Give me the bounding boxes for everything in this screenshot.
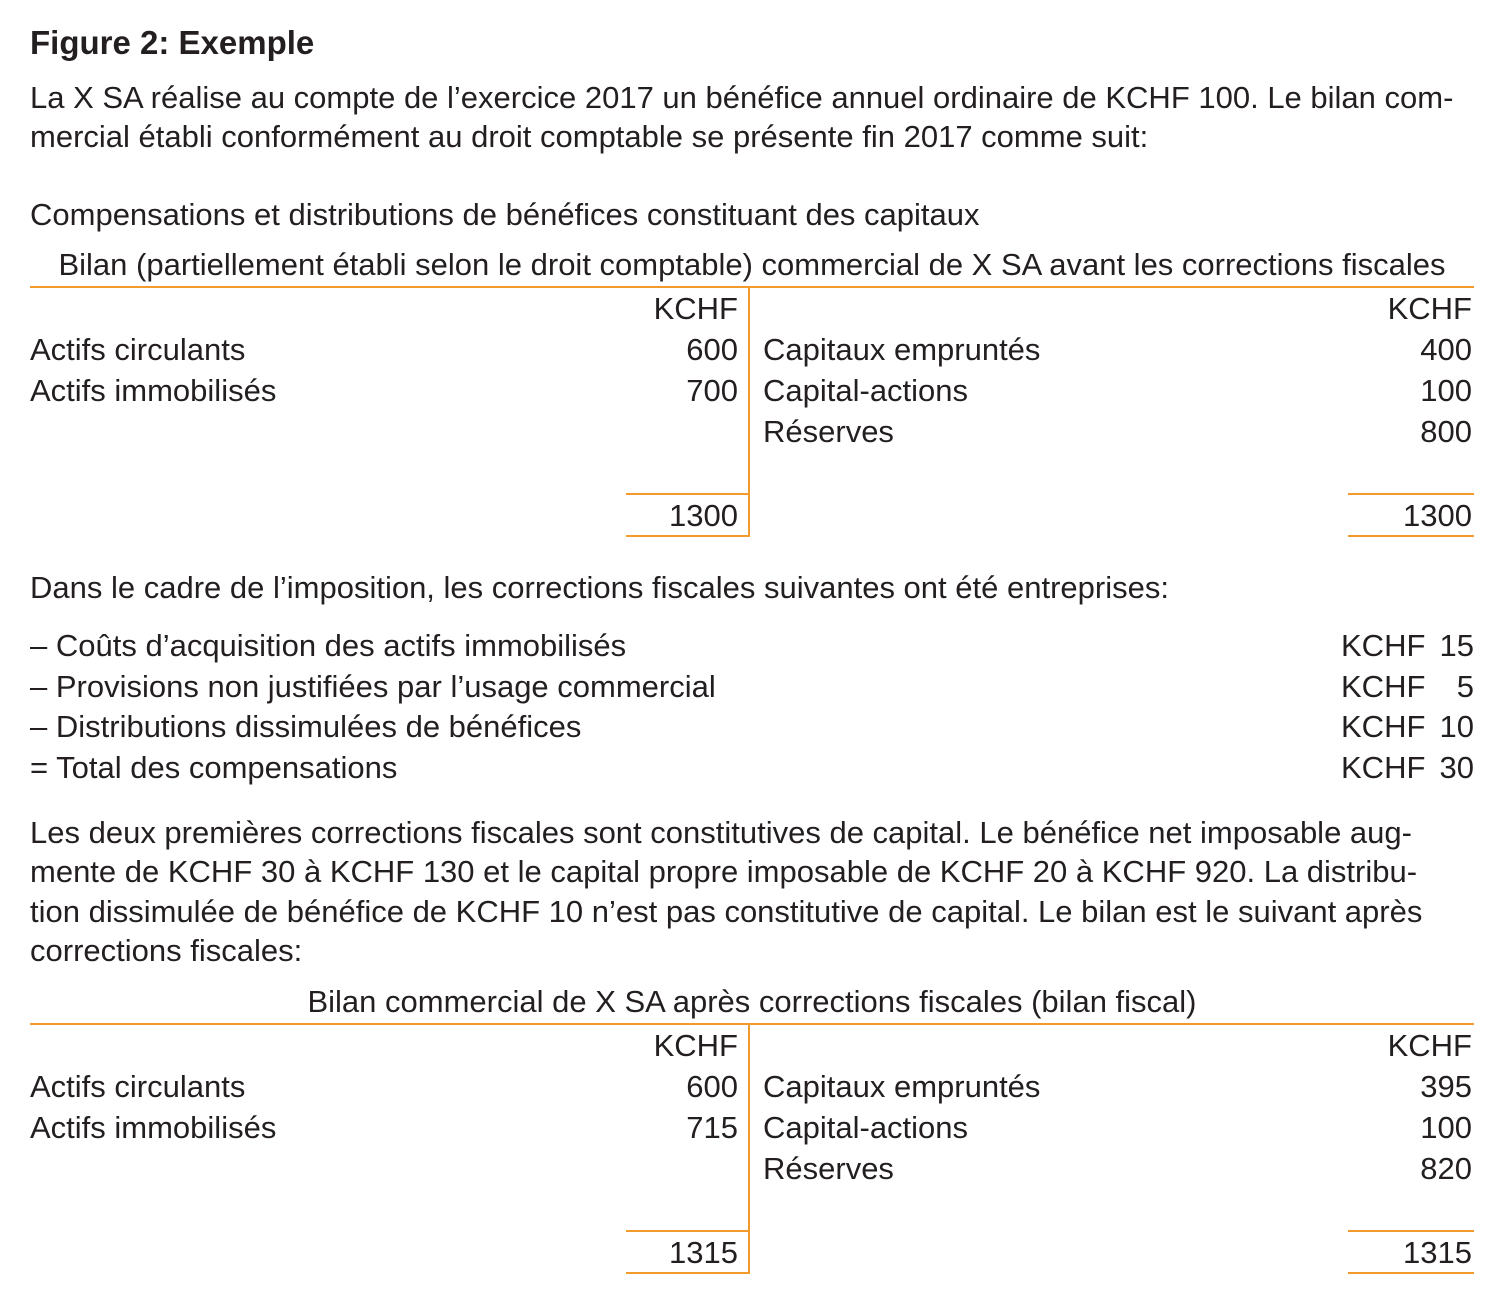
balance1-asset-label: Actifs circulants	[30, 332, 246, 367]
correction-total-unit: KCHF	[1341, 750, 1426, 785]
correction-unit: KCHF	[1341, 669, 1426, 704]
balance1-asset-value: 600	[686, 332, 738, 367]
balance2-total-left: 1315	[669, 1235, 738, 1270]
explanation-line-1: Les deux premières corrections fiscales sont constitutives de capital. Le bénéfice net imposable aug-	[30, 815, 1412, 850]
correction-total-value: 30	[1439, 750, 1474, 785]
explanation-line-3: tion dissimulée de bénéfice de KCHF 10 n’est pas constitutive de capital. Le bilan est le suivant après	[30, 894, 1423, 929]
balance1-caption: Bilan (partiellement établi selon le droit comptable) commercial de X SA avant les corrections fiscales	[58, 247, 1446, 282]
balance2-caption: Bilan commercial de X SA après corrections fiscales (bilan fiscal)	[307, 984, 1197, 1019]
balance2-total-rule-left	[626, 1230, 750, 1232]
balance1-liability-label: Capital-actions	[763, 373, 969, 408]
correction-value: 15	[1439, 628, 1474, 663]
balance1-total-rule-right	[1348, 493, 1474, 495]
balance1-asset-value: 700	[686, 373, 738, 408]
figure-title: Figure 2: Exemple	[30, 24, 315, 61]
balance2-liability-label: Capital-actions	[763, 1110, 969, 1145]
balance1-liability-value: 400	[1420, 332, 1472, 367]
balance2-liability-label: Capitaux empruntés	[763, 1069, 1041, 1104]
section-heading: Compensations et distributions de bénéfices constituant des capitaux	[30, 197, 980, 232]
balance2-asset-value: 600	[686, 1069, 738, 1104]
balance1-bottom-rule-left	[626, 535, 750, 537]
balance1-unit-left: KCHF	[653, 291, 738, 326]
balance2-unit-left: KCHF	[653, 1028, 738, 1063]
balance1-bottom-rule-right	[1348, 535, 1474, 537]
balance2-asset-label: Actifs immobilisés	[30, 1110, 277, 1145]
balance2-divider	[748, 1023, 750, 1274]
intro-line-2: mercial établi conformément au droit comptable se présente fin 2017 comme suit:	[30, 119, 1149, 154]
correction-value: 10	[1439, 709, 1474, 744]
correction-label: – Provisions non justifiées par l’usage commercial	[30, 669, 716, 704]
balance2-liability-value: 820	[1420, 1151, 1472, 1186]
balance1-asset-label: Actifs immobilisés	[30, 373, 277, 408]
balance2-asset-value: 715	[686, 1110, 738, 1145]
explanation-line-4: corrections fiscales:	[30, 933, 303, 968]
balance2-liability-value: 100	[1420, 1110, 1472, 1145]
balance2-top-rule	[30, 1023, 1474, 1025]
balance1-total-rule-left	[626, 493, 750, 495]
correction-total-label: = Total des compensations	[30, 750, 398, 785]
balance1-total-right: 1300	[1403, 498, 1472, 533]
intro-line-1: La X SA réalise au compte de l’exercice 2017 un bénéfice annuel ordinaire de KCHF 100. Le bilan com-	[30, 80, 1454, 115]
correction-unit: KCHF	[1341, 628, 1426, 663]
correction-label: – Distributions dissimulées de bénéfices	[30, 709, 582, 744]
correction-unit: KCHF	[1341, 709, 1426, 744]
balance2-total-right: 1315	[1403, 1235, 1472, 1270]
balance2-liability-value: 395	[1420, 1069, 1472, 1104]
balance2-unit-right: KCHF	[1387, 1028, 1472, 1063]
balance1-top-rule	[30, 286, 1474, 288]
correction-value: 5	[1456, 669, 1474, 704]
balance1-liability-value: 100	[1420, 373, 1472, 408]
balance1-total-left: 1300	[669, 498, 738, 533]
balance1-divider	[748, 286, 750, 537]
balance2-liability-label: Réserves	[763, 1151, 894, 1186]
balance1-liability-label: Capitaux empruntés	[763, 332, 1041, 367]
balance2-asset-label: Actifs circulants	[30, 1069, 246, 1104]
correction-label: – Coûts d’acquisition des actifs immobilisés	[30, 628, 627, 663]
balance2-bottom-rule-right	[1348, 1272, 1474, 1274]
balance2-total-rule-right	[1348, 1230, 1474, 1232]
explanation-line-2: mente de KCHF 30 à KCHF 130 et le capital propre imposable de KCHF 20 à KCHF 920. La distribu-	[30, 854, 1418, 889]
balance1-liability-label: Réserves	[763, 414, 894, 449]
balance1-unit-right: KCHF	[1387, 291, 1472, 326]
balance2-bottom-rule-left	[626, 1272, 750, 1274]
balance1-liability-value: 800	[1420, 414, 1472, 449]
corrections-intro: Dans le cadre de l’imposition, les corrections fiscales suivantes ont été entreprises:	[30, 570, 1169, 605]
